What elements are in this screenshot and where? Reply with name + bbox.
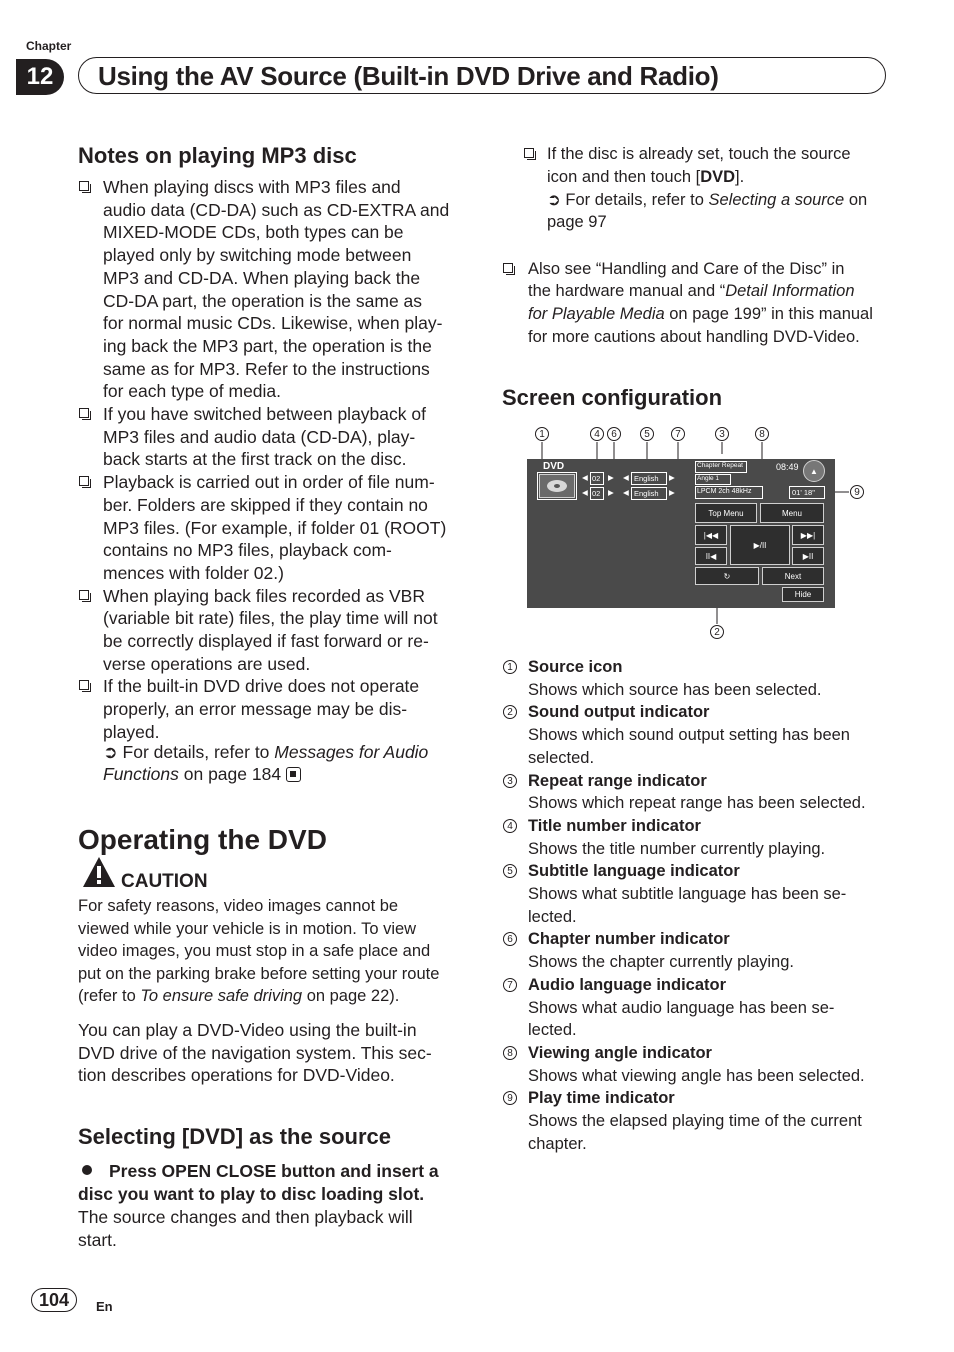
legend-title: Play time indicator <box>528 1089 675 1108</box>
note-line: CD-DA part, the operation is the same as <box>103 290 423 311</box>
caution-label: CAUTION <box>121 871 208 892</box>
legend-description: lected. <box>528 907 577 926</box>
note-checkbox-icon <box>524 148 534 158</box>
legend-title: Repeat range indicator <box>528 771 707 790</box>
page-number: 104 <box>31 1288 77 1312</box>
callout-5: 5 <box>640 427 654 441</box>
note-checkbox-icon <box>79 680 89 690</box>
menu-button[interactable]: Menu <box>760 503 824 523</box>
note-line: ber. Folders are skipped if they contain no <box>103 494 428 515</box>
caution-line: put on the parking brake before setting your route <box>78 964 440 983</box>
legend-description: Shows the chapter currently playing. <box>528 953 794 972</box>
intro-line: tion describes operations for DVD-Video. <box>78 1065 395 1086</box>
note-line: for each type of media. <box>103 381 282 402</box>
note-line: When playing back files recorded as VBR <box>103 585 425 606</box>
legend-number: 8 <box>503 1046 517 1060</box>
intro-line: DVD drive of the navigation system. This sec- <box>78 1042 432 1063</box>
note2-line1: Also see “Handling and Care of the Disc” in <box>528 260 845 278</box>
chapter-number: 02 <box>592 489 601 498</box>
note-line: If the built-in DVD drive does not operate <box>103 676 420 697</box>
title-number: 02 <box>592 474 601 483</box>
legend-description: Shows what subtitle language has been se- <box>528 885 847 903</box>
note1-line1: If the disc is already set, touch the source <box>547 145 851 163</box>
note2-line4: for more cautions about handling DVD-Video. <box>528 328 860 346</box>
language-label: En <box>96 1299 113 1314</box>
note-line: MP3 files. (For example, if folder 01 (ROOT) <box>103 517 447 538</box>
note-line: same as for MP3. Refer to the instructions <box>103 358 430 379</box>
note2-line2: the hardware manual and “Detail Information <box>528 282 855 300</box>
note-checkbox-icon <box>79 476 89 486</box>
chapter-label: Chapter <box>26 39 72 53</box>
callout-4: 4 <box>590 427 604 441</box>
operating-heading: Operating the DVD <box>78 824 327 855</box>
callout-2: 2 <box>710 625 724 639</box>
note-line: mences with folder 02.) <box>103 562 284 583</box>
play-time: 01' 18" <box>792 488 815 497</box>
legend-number: 1 <box>503 660 517 674</box>
note1-line2: icon and then touch [DVD]. <box>547 168 745 186</box>
note-line: MP3 files and audio data (CD-DA), play- <box>103 426 416 447</box>
step-forward-icon[interactable]: ▶II <box>792 547 824 565</box>
clock: 08:49 <box>776 462 799 472</box>
legend-description: Shows the elapsed playing time of the current <box>528 1112 862 1130</box>
legend-description: Shows which sound output setting has been <box>528 726 850 745</box>
sound-output: LPCM 2ch 48kHz <box>697 488 752 495</box>
legend-title: Subtitle language indicator <box>528 862 740 881</box>
note-checkbox-icon <box>503 263 513 273</box>
note-line: If you have switched between playback of <box>103 404 426 424</box>
note-line: (variable bit rate) files, the play time will not <box>103 608 438 629</box>
note-checkbox-icon <box>79 590 89 600</box>
end-mark-icon <box>286 767 301 782</box>
hide-button[interactable]: Hide <box>782 587 824 602</box>
callout-7: 7 <box>671 427 685 441</box>
legend-number: 7 <box>503 978 517 992</box>
legend-title: Sound output indicator <box>528 703 710 722</box>
arrow-right-icon: ➲ <box>547 191 561 209</box>
legend-number: 3 <box>503 774 517 788</box>
previous-icon[interactable]: |◀◀ <box>695 525 727 545</box>
next-icon[interactable]: ▶▶| <box>792 525 824 545</box>
warning-icon <box>82 856 116 888</box>
legend-description: Shows what viewing angle has been selected. <box>528 1066 865 1085</box>
legend-number: 6 <box>503 932 517 946</box>
repeat-range: Chapter Repeat <box>697 462 743 469</box>
note-checkbox-icon <box>79 181 89 191</box>
note-line: Playback is carried out in order of file num- <box>103 472 435 493</box>
legend-description: Shows what audio language has been se- <box>528 998 835 1017</box>
caution-line: For safety reasons, video images cannot be <box>78 897 399 915</box>
legend-title: Title number indicator <box>528 816 701 835</box>
step-result-line: start. <box>78 1229 117 1250</box>
legend-title: Audio language indicator <box>528 975 727 994</box>
messages-reference-cont: Functions on page 184 <box>103 763 301 786</box>
note-line: When playing discs with MP3 files and <box>103 177 401 197</box>
caution-last-line: (refer to To ensure safe driving on page 22). <box>78 987 400 1005</box>
eject-icon: ▲ <box>803 460 825 482</box>
note-line: properly, an error message may be dis- <box>103 699 408 720</box>
step-bullet <box>82 1165 92 1175</box>
note1-reference: ➲ For details, refer to Selecting a source on <box>547 191 868 209</box>
note-line: played. <box>103 721 160 742</box>
note-line: MP3 and CD-DA. When playing back the <box>103 267 421 288</box>
selecting-heading: Selecting [DVD] as the source <box>78 1124 391 1149</box>
callout-6: 6 <box>607 427 621 441</box>
note-line: verse operations are used. <box>103 653 311 674</box>
notes-heading: Notes on playing MP3 disc <box>78 143 357 168</box>
page-title: Using the AV Source (Built-in DVD Drive and Radio) <box>98 61 719 91</box>
messages-reference: ➲ For details, refer to Messages for Audio <box>103 742 429 762</box>
callout-9: 9 <box>850 485 864 499</box>
intro-line: You can play a DVD-Video using the built-in <box>78 1020 417 1040</box>
top-menu-button[interactable]: Top Menu <box>695 503 757 523</box>
next-button[interactable]: Next <box>762 567 824 585</box>
legend-description: lected. <box>528 1021 577 1040</box>
callout-1: 1 <box>535 427 549 441</box>
note1-ref-page: page 97 <box>547 213 607 231</box>
dvd-disc-icon <box>539 474 575 498</box>
legend-description: selected. <box>528 748 595 767</box>
chapter-number-badge: 12 <box>16 59 64 95</box>
rotate-icon[interactable]: ↻ <box>695 567 759 585</box>
note-line: contains no MP3 files, playback com- <box>103 540 392 561</box>
legend-description: Shows which source has been selected. <box>528 680 822 699</box>
callout-8: 8 <box>755 427 769 441</box>
dvd-screen-figure: DVD ◀ ◀ 02 02 ▶ ▶ ◀ ◀ English English ▶ ▶ Chapter Repeat Angle 1 LPCM 2ch 48kHz 08:49 ▲ 01' 18" Top Menu Menu |◀◀ ▶/II ▶▶| II◀ ▶II ↻ Next Hide <box>527 459 835 608</box>
legend-description: chapter. <box>528 1134 587 1153</box>
legend-number: 5 <box>503 864 517 878</box>
screen-config-heading: Screen configuration <box>502 385 723 410</box>
subtitle-language: English <box>634 474 659 483</box>
legend-title: Viewing angle indicator <box>528 1043 712 1062</box>
legend-description: Shows which repeat range has been selected. <box>528 794 866 813</box>
legend-description: Shows the title number currently playing. <box>528 839 826 858</box>
arrow-right-icon: ➲ <box>103 742 118 762</box>
viewing-angle: Angle 1 <box>697 475 720 482</box>
note-line: played only by switching mode between <box>103 245 412 266</box>
note2-line3: for Playable Media on page 199” in this manual <box>528 305 873 323</box>
legend-number: 9 <box>503 1091 517 1105</box>
step-back-icon[interactable]: II◀ <box>695 547 727 565</box>
legend-number: 2 <box>503 705 517 719</box>
legend-number: 4 <box>503 819 517 833</box>
note-line: be correctly displayed if fast forward or re- <box>103 631 429 651</box>
source-label: DVD <box>543 461 565 472</box>
caution-line: viewed while your vehicle is in motion. To view <box>78 919 417 938</box>
callout-3: 3 <box>715 427 729 441</box>
note-line: MIXED-MODE CDs, both types can be <box>103 222 404 243</box>
legend-title: Source icon <box>528 658 623 676</box>
note-line: back starts at the first track on the disc. <box>103 449 407 470</box>
step-line: Press OPEN CLOSE button and insert a <box>109 1161 439 1181</box>
play-pause-icon[interactable]: ▶/II <box>730 525 790 565</box>
note-line: audio data (CD-DA) such as CD-EXTRA and <box>103 199 450 220</box>
note-checkbox-icon <box>79 408 89 418</box>
audio-language: English <box>634 489 659 498</box>
caution-line: video images, you must stop in a safe place and <box>78 942 431 960</box>
legend-title: Chapter number indicator <box>528 930 730 949</box>
note-line: ing back the MP3 part, the operation is the <box>103 335 432 356</box>
step-result-line: The source changes and then playback will <box>78 1207 413 1227</box>
step-line: disc you want to play to disc loading slot. <box>78 1184 425 1204</box>
note-line: for normal music CDs. Likewise, when play- <box>103 313 443 334</box>
